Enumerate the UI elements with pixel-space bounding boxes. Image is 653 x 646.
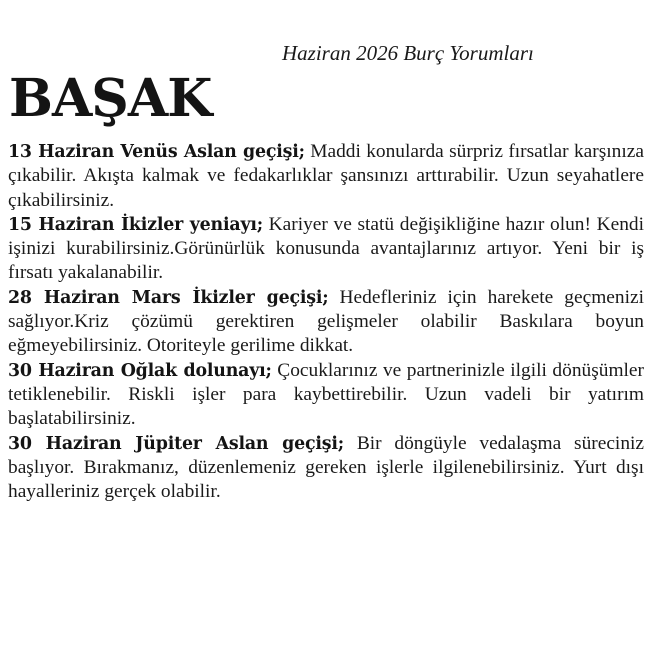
entry-body: Hedefleriniz için harekete geçmenizi sağlıyor.Kriz çözümü gerektiren gelişmeler olabilir Baskılara boyun eğmeyebilirsiniz. Otoriteyle gerilime dikkat.	[8, 286, 644, 357]
entry-heading: 30 Haziran Jüpiter Aslan geçişi;	[8, 433, 345, 454]
page-title: BAŞAK	[9, 67, 212, 129]
entry-body: Çocuklarınız ve partnerinizle ilgili dönüşümler tetiklenebilir. Riskli işler para kaybettirebilir. Uzun vadeli bir yatırım başlatabilirsiniz.	[8, 359, 644, 430]
entry-jupiter-leo	[8, 432, 644, 505]
entry-heading: 13 Haziran Venüs Aslan geçişi;	[8, 142, 305, 162]
entry-gemini-new-moon	[8, 213, 644, 286]
entry-capricorn-full-moon	[8, 359, 644, 432]
entry-body: Maddi konularda sürpriz fırsatlar karşınıza çıkabilir. Akışta kalmak ve fedakarlıklar şansınızı arttırabilir. Uzun seyahatlere çıkabilirsiniz.	[8, 141, 644, 211]
entry-mars-gemini	[8, 286, 644, 359]
page-subtitle: Haziran 2026 Burç Yorumları	[282, 41, 534, 65]
horoscope-entries	[8, 140, 644, 504]
entry-body: Kariyer ve statü değişikliğine hazır olun! Kendi işinizi kurabilirsiniz.Görünürlük konusunda avantajlarınız artıyor. Yeni bir iş fırsatı yakalanabilir.	[8, 213, 644, 284]
entry-venus-leo	[8, 140, 644, 213]
entry-body: Bir döngüyle vedalaşma süreciniz başlıyor. Bırakmanız, düzenlemeniz gereken işlerle ilgilenebilirsiniz. Yurt dışı hayalleriniz gerçek olabilir.	[8, 432, 645, 503]
entry-heading: 15 Haziran İkizler yeniayı;	[8, 214, 263, 235]
entry-heading: 28 Haziran Mars İkizler geçişi;	[8, 287, 329, 308]
entry-heading: 30 Haziran Oğlak dolunayı;	[8, 360, 272, 381]
